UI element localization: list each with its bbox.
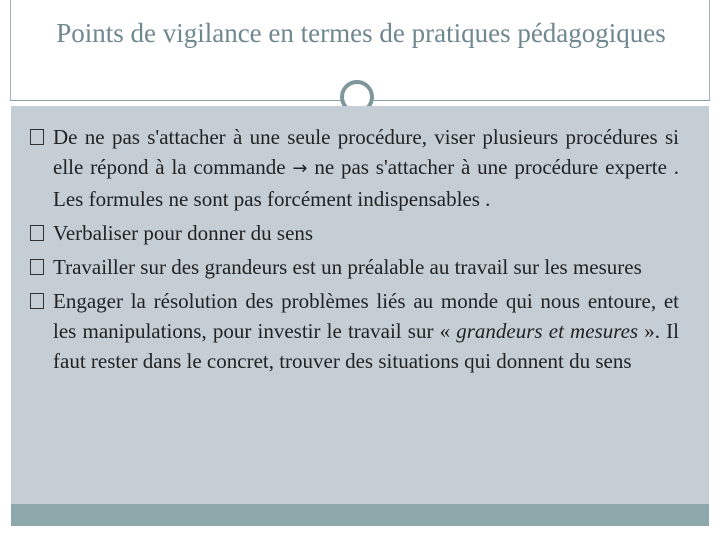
bullet-1-text-b: ne pas s'attacher à une procédure experte . Les formules ne sont pas forcément indispensables . [53,155,679,211]
right-arrow-icon: → [292,158,308,179]
bullet-2-text: Verbaliser pour donner du sens [53,221,314,245]
bullet-item-2 [53,218,679,248]
bullet-4-text-a: Engager la résolution des problèmes liés au monde qui nous entoure, et les manipulations, pour investir le travail sur « [53,289,679,343]
bullet-item-4 [53,286,679,376]
bullet-list [11,106,709,376]
bullet-3-text: Travailler sur des grandeurs est un préalable au travail sur les mesures [53,255,642,279]
bullet-box-icon [30,129,44,145]
content-panel [11,106,709,504]
bullet-4-text-b: ». Il faut rester dans le concret, trouver des situations qui donnent du sens [53,319,679,373]
slide-title: Points de vigilance en termes de pratiques pédagogiques [56,18,666,48]
bullet-item-3 [53,252,679,282]
footer-bar [11,504,709,526]
bullet-4-emphasis: grandeurs et mesures [456,319,639,343]
bullet-box-icon [30,259,44,275]
bullet-item-1 [53,122,679,214]
bullet-box-icon [30,225,44,241]
bullet-box-icon [30,293,44,309]
bullet-1-text-a: De ne pas s'attacher à une seule procédure, viser plusieurs procédures si elle répond à la commande [53,125,679,179]
